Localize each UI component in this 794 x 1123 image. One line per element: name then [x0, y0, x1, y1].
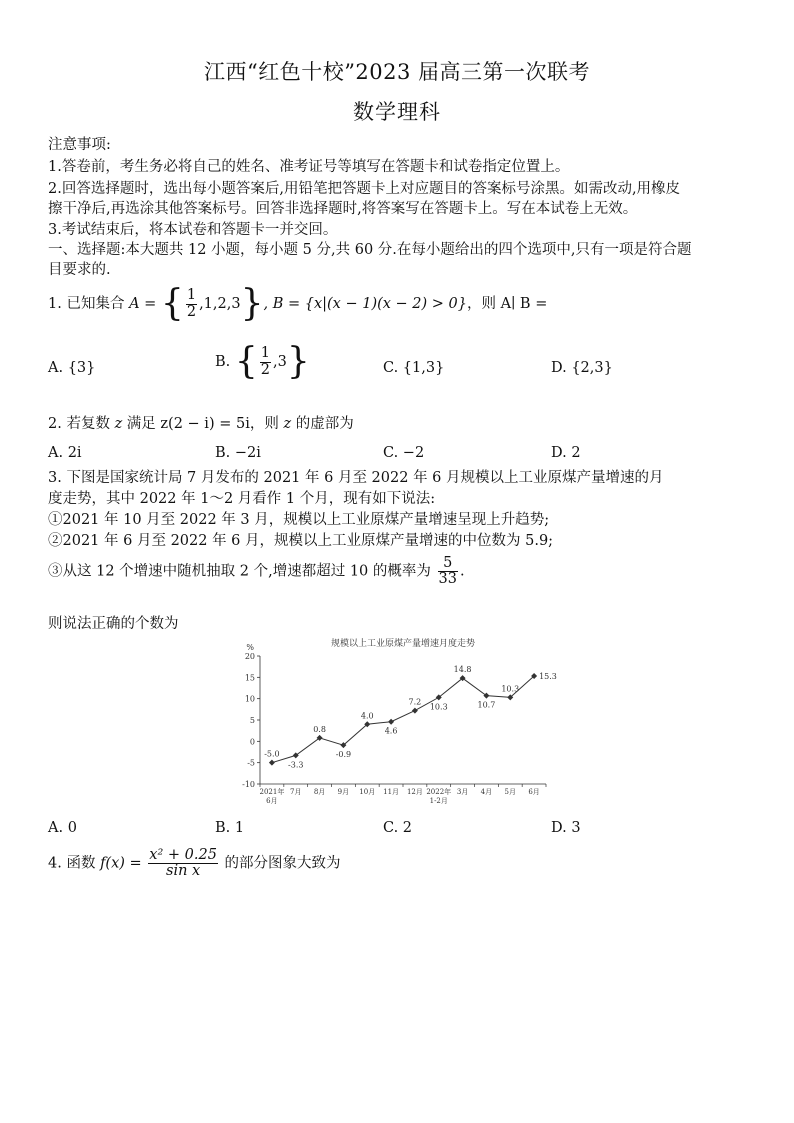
data-label: 4.0	[360, 711, 374, 721]
question-3-ask: 则说法正确的个数为	[48, 616, 179, 632]
set-a-rest: ,1,2,3	[199, 296, 241, 312]
q1-option-c: C. {1,3}	[383, 360, 445, 376]
x-tick-label: 7月	[290, 788, 302, 796]
question-4-func: f(x) =	[100, 855, 147, 872]
data-label: 7.2	[408, 697, 422, 707]
q2-option-d: D. 2	[551, 445, 581, 461]
x-tick-label: 1-2月	[429, 797, 448, 805]
data-label: 14.8	[453, 665, 472, 675]
x-tick-label: 6月	[528, 788, 540, 796]
set-a-label: A	[129, 296, 140, 312]
question-2-suffix: 的虚部为	[291, 416, 354, 432]
y-tick-label: 15	[244, 673, 255, 683]
question-2-prefix: 2. 若复数	[48, 416, 115, 432]
q1-option-b	[215, 341, 310, 382]
data-label: -3.3	[288, 760, 304, 770]
x-tick-label: 2022年	[426, 788, 452, 796]
question-4-num: x² + 0.25	[149, 847, 217, 863]
q3-option-d: D. 3	[551, 820, 581, 836]
left-brace: {	[234, 341, 258, 382]
right-brace: }	[240, 283, 264, 324]
q3-option-c: C. 2	[383, 820, 413, 836]
q1-option-b-prefix: B.	[215, 354, 235, 370]
statement-3-num: 5	[438, 556, 458, 572]
exam-title: 江西“红色十校”2023 届高三第一次联考	[203, 60, 591, 84]
q1-option-b-num: 1	[260, 345, 271, 362]
data-label: -0.9	[335, 750, 352, 760]
data-label: 0.8	[313, 724, 326, 734]
q1-option-a: A. {3}	[48, 360, 96, 376]
data-label: 10.3	[429, 702, 448, 712]
question-2-z: z	[114, 416, 123, 432]
notice-item-2-line-2: 擦干净后,再选涂其他答案标号。回答非选择题时,将答案写在答题卡上。写在本试卷上无效。	[48, 201, 638, 217]
series-line	[272, 676, 534, 763]
data-label: 10.3	[501, 684, 520, 694]
question-4-suffix: 的部分图象大致为	[219, 855, 341, 872]
statement-3-prefix: ③从这 12 个增速中随机抽取 2 个,增速都超过 10 的概率为	[48, 563, 436, 580]
question-4-stem	[48, 848, 341, 879]
q2-option-c: C. −2	[383, 445, 425, 461]
question-2-mid: 满足 z(2 − i) = 5i，则	[122, 416, 284, 432]
data-label: 10.7	[477, 700, 496, 710]
x-tick-label: 8月	[313, 788, 326, 796]
q2-option-b: B. −2i	[215, 445, 261, 461]
data-label: 4.6	[384, 726, 398, 736]
question-1-prefix: 1. 已知集合	[48, 296, 130, 312]
question-2-stem	[48, 412, 354, 433]
q1-option-b-den: 2	[260, 361, 271, 378]
set-a-eq: =	[139, 296, 161, 312]
question-1-suffix: ，则 A∣ B =	[467, 296, 548, 312]
statement-3-fraction	[438, 556, 458, 587]
question-4-fraction	[148, 848, 218, 879]
set-a-frac-num: 1	[186, 287, 197, 304]
section-heading-line-2: 目要求的.	[48, 262, 111, 278]
exam-subject: 数学理科	[353, 100, 441, 124]
left-brace: {	[160, 283, 184, 324]
data-label: -5.0	[264, 749, 280, 759]
y-tick-label: -10	[242, 780, 255, 789]
x-tick-label: 9月	[337, 788, 350, 796]
q1-option-d: D. {2,3}	[551, 360, 613, 376]
y-tick-label: 10	[244, 694, 255, 704]
y-tick-label: 5	[249, 716, 255, 725]
x-tick-label: 5月	[504, 788, 516, 796]
y-tick-label: 20	[244, 652, 255, 661]
coal-output-growth-chart	[228, 634, 558, 812]
q2-option-a: A. 2i	[48, 445, 82, 461]
data-point	[412, 708, 418, 714]
question-3-statement-3	[48, 556, 465, 587]
statement-3-den: 33	[438, 571, 457, 588]
question-3-statement-2: ②2021 年 6 月至 2022 年 6 月，规模以上工业原煤产量增速的中位数为 5.9;	[48, 533, 554, 549]
q1-option-b-fraction	[260, 346, 271, 377]
x-tick-label: 4月	[480, 788, 493, 796]
section-heading-line-1: 一、选择题:本大题共 12 小题，每小题 5 分,共 60 分.在每小题给出的四个选项中,只有一项是符合题	[48, 242, 692, 258]
statement-3-suffix: .	[459, 563, 465, 580]
question-3-line-2: 度走势，其中 2022 年 1～2 月看作 1 个月，现有如下说法:	[48, 491, 436, 507]
notice-heading: 注意事项:	[48, 137, 111, 153]
set-b: , B = {x|(x − 1)(x − 2) > 0}	[263, 296, 468, 312]
x-tick-label: 10月	[359, 788, 376, 796]
question-4-prefix: 4. 函数	[48, 855, 101, 872]
x-tick-label: 6月	[266, 797, 278, 805]
notice-item-1: 1.答卷前，考生务必将自己的姓名、准考证号等填写在答题卡和试卷指定位置上。	[48, 159, 570, 175]
q3-option-a: A. 0	[48, 820, 77, 836]
x-tick-label: 11月	[383, 788, 400, 796]
chart-title: 规模以上工业原煤产量增速月度走势	[330, 639, 476, 649]
set-a-fraction	[186, 288, 197, 319]
set-a-frac-den: 2	[186, 303, 197, 320]
data-label: 15.3	[539, 672, 557, 682]
y-tick-label: 0	[249, 737, 255, 747]
question-3-line-1: 3. 下图是国家统计局 7 月发布的 2021 年 6 月至 2022 年 6 月规模以上工业原煤产量增速的月	[48, 470, 664, 486]
data-point	[269, 760, 275, 766]
question-4-den: sin x	[166, 863, 201, 880]
x-tick-label: 2021年	[259, 788, 285, 796]
notice-item-3: 3.考试结束后，将本试卷和答题卡一并交回。	[48, 222, 338, 238]
question-3-statement-1: ①2021 年 10 月至 2022 年 3 月，规模以上工业原煤产量增速呈现上升趋势;	[48, 512, 550, 528]
y-tick-label: -5	[247, 758, 255, 768]
x-tick-label: 3月	[456, 788, 469, 796]
data-point	[388, 719, 394, 725]
question-2-z2: z	[283, 416, 292, 432]
right-brace: }	[286, 341, 310, 382]
notice-item-2-line-1: 2.回答选择题时，选出每小题答案后,用铅笔把答题卡上对应题目的答案标号涂黑。如需改动,用橡皮	[48, 181, 681, 197]
q1-option-b-rest: ,3	[273, 354, 287, 370]
question-1-stem	[48, 283, 548, 324]
x-tick-label: 12月	[406, 788, 423, 796]
y-axis-unit: %	[246, 643, 254, 652]
q3-option-b: B. 1	[215, 820, 245, 836]
